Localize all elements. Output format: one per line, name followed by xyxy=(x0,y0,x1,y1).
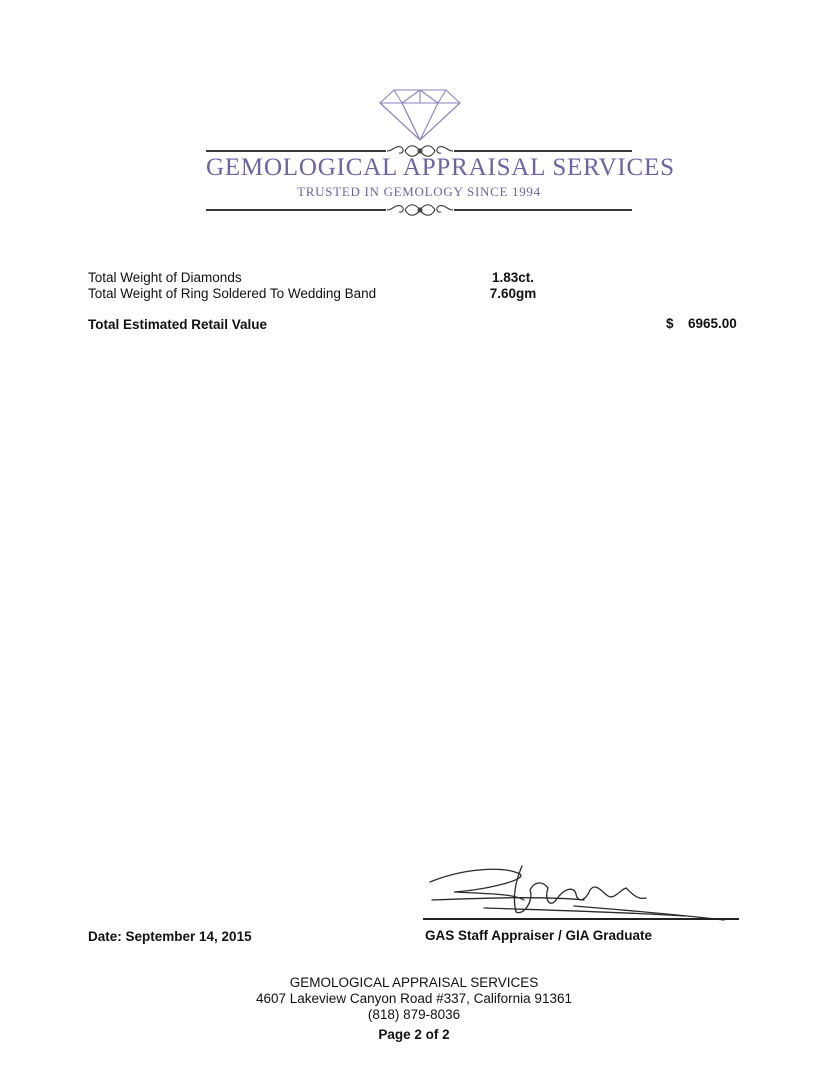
footer-phone: (818) 879-8036 xyxy=(367,1007,461,1022)
total-value-amount: 6965.00 xyxy=(688,316,737,331)
diamond-weight-label: Total Weight of Diamonds xyxy=(88,270,242,285)
signature xyxy=(424,860,744,926)
page-number: Page 2 of 2 xyxy=(378,1027,450,1042)
flourish-icon xyxy=(385,200,455,220)
appraisal-date: Date: September 14, 2015 xyxy=(88,929,252,944)
diamond-weight-value: 1.83ct. xyxy=(491,270,535,285)
letterhead-rule xyxy=(454,209,632,211)
ring-weight-value: 7.60gm xyxy=(489,286,537,301)
letterhead xyxy=(0,0,829,240)
diamond-icon xyxy=(378,86,462,142)
letterhead-rule xyxy=(206,209,386,211)
footer-address: 4607 Lakeview Canyon Road #337, California 91361 xyxy=(256,991,572,1006)
ring-weight-label: Total Weight of Ring Soldered To Wedding Band xyxy=(88,286,377,301)
currency-symbol: $ xyxy=(666,316,674,331)
appraiser-title: GAS Staff Appraiser / GIA Graduate xyxy=(425,928,653,943)
footer-company: GEMOLOGICAL APPRAISAL SERVICES xyxy=(289,975,539,990)
company-tagline: TRUSTED IN GEMOLOGY SINCE 1994 xyxy=(297,184,541,199)
total-value-label: Total Estimated Retail Value xyxy=(88,317,268,332)
letterhead-rule xyxy=(454,150,632,152)
company-name: GEMOLOGICAL APPRAISAL SERVICES xyxy=(206,154,675,181)
letterhead-rule xyxy=(206,150,386,152)
signature-line xyxy=(423,918,739,920)
